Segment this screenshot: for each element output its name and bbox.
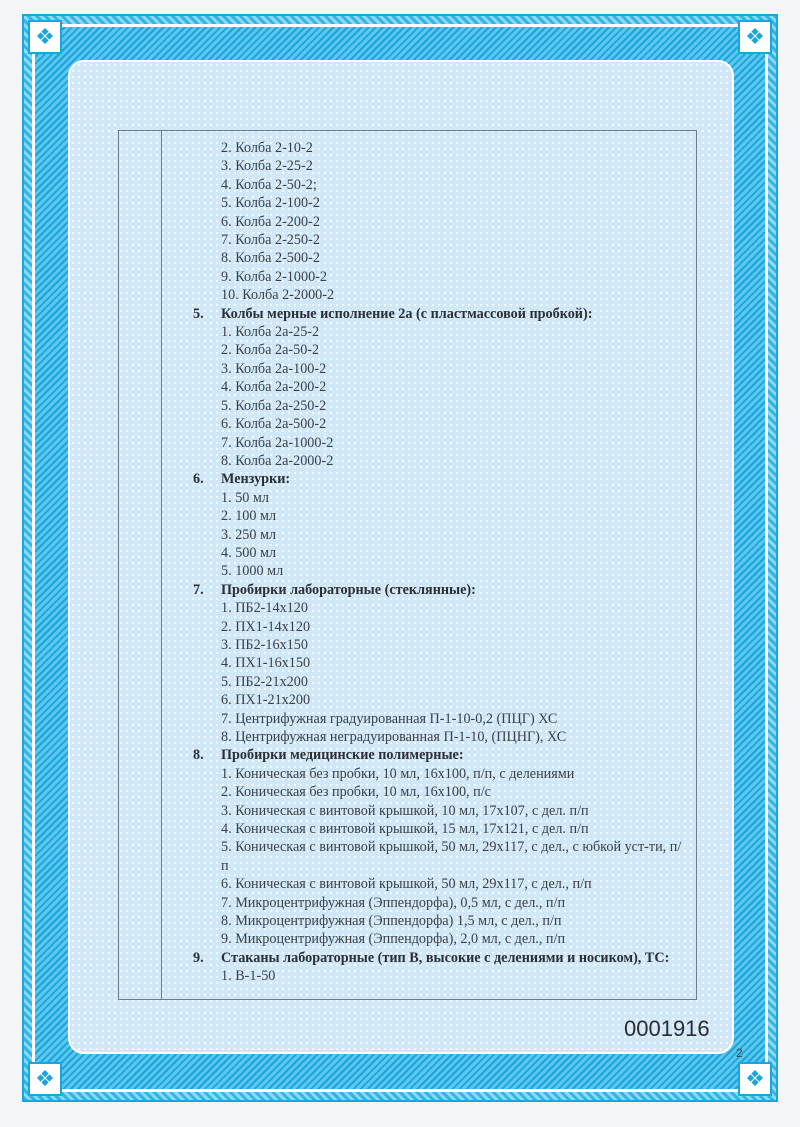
list-item: 1. 50 мл xyxy=(221,489,269,506)
list-item: 10. Колба 2-2000-2 xyxy=(221,287,335,304)
page-number: 2 xyxy=(736,1046,743,1060)
section-number: 6. xyxy=(193,471,204,488)
section-number: 8. xyxy=(193,747,204,764)
list-item: 8. Колба 2-500-2 xyxy=(221,250,320,267)
list-item: 6. Коническая с винтовой крышкой, 50 мл, 29х117, с дел., п/п xyxy=(221,876,592,893)
list-item: 5. Коническая с винтовой крышкой, 50 мл, 29х117, с дел., с юбкой уст-ти, п/п xyxy=(221,839,682,874)
list-item: 7. Центрифужная градуированная П-1-10-0,2 (ПЦГ) ХС xyxy=(221,710,558,727)
list-item: 8. Колба 2а-2000-2 xyxy=(221,452,334,469)
list-item: 4. Колба 2а-200-2 xyxy=(221,379,327,396)
section-heading xyxy=(193,470,688,488)
section-heading xyxy=(193,949,688,967)
section-title: Пробирки лабораторные (стеклянные): xyxy=(221,581,476,598)
list-item: 2. Колба 2-10-2 xyxy=(221,140,313,156)
item-list xyxy=(193,139,688,986)
list-item: 7. Колба 2-250-2 xyxy=(221,232,320,249)
section-heading xyxy=(193,746,688,764)
list-item: 3. Колба 2а-100-2 xyxy=(221,360,327,377)
list-item: 6. ПХ1-21х200 xyxy=(221,692,311,709)
list-item: 9. Микроцентрифужная (Эппендорфа), 2,0 мл, с дел., п/п xyxy=(221,931,566,948)
list-item: 6. Колба 2-200-2 xyxy=(221,213,320,230)
list-item: 5. Колба 2-100-2 xyxy=(221,195,320,212)
section-title: Пробирки медицинские полимерные: xyxy=(221,747,464,764)
list-item: 5. 1000 мл xyxy=(221,563,284,580)
list-item: 4. Коническая с винтовой крышкой, 15 мл, 17х121, с дел. п/п xyxy=(221,821,589,838)
list-item: 7. Колба 2а-1000-2 xyxy=(221,434,334,451)
list-item: 7. Микроцентрифужная (Эппендорфа), 0,5 мл, с дел., п/п xyxy=(221,894,566,911)
serial-number: 0001916 xyxy=(624,1016,710,1041)
content-table xyxy=(118,130,697,1000)
list-item: 4. ПХ1-16х150 xyxy=(221,655,311,672)
list-item: 3. Коническая с винтовой крышкой, 10 мл, 17х107, с дел. п/п xyxy=(221,802,589,819)
ornament-icon: ❖ xyxy=(28,20,62,54)
section-number: 9. xyxy=(193,949,204,966)
ornament-icon: ❖ xyxy=(28,1062,62,1096)
section-title: Мензурки: xyxy=(221,471,291,488)
section-title: Стаканы лабораторные (тип В, высокие с делениями и носиком), ТС: xyxy=(221,949,670,966)
ornament-icon: ❖ xyxy=(738,1062,772,1096)
list-item: 5. ПБ2-21х200 xyxy=(221,673,308,690)
list-item: 6. Колба 2а-500-2 xyxy=(221,416,327,433)
list-item: 3. ПБ2-16х150 xyxy=(221,636,308,653)
list-item: 1. ПБ2-14х120 xyxy=(221,600,308,617)
list-item: 1. Коническая без пробки, 10 мл, 16х100, п/п, с делениями xyxy=(221,765,575,782)
section-heading xyxy=(193,305,688,323)
list-item: 5. Колба 2а-250-2 xyxy=(221,397,327,414)
list-item: 3. Колба 2-25-2 xyxy=(221,158,313,175)
list-item: 2. ПХ1-14х120 xyxy=(221,618,311,635)
list-item: 1. В-1-50 xyxy=(221,968,276,985)
section-number: 5. xyxy=(193,305,204,322)
section-title: Колбы мерные исполнение 2а (с пластмассовой пробкой): xyxy=(221,305,593,322)
list-item: 3. 250 мл xyxy=(221,526,277,543)
list-item: 4. 500 мл xyxy=(221,544,277,561)
section-number: 7. xyxy=(193,581,204,598)
list-item: 2. 100 мл xyxy=(221,508,277,525)
column-divider xyxy=(161,131,162,999)
list-item: 8. Микроцентрифужная (Эппендорфа) 1,5 мл, с дел., п/п xyxy=(221,913,562,930)
list-item: 8. Центрифужная неградуированная П-1-10, (ПЦНГ), ХС xyxy=(221,729,567,745)
list-item: 2. Коническая без пробки, 10 мл, 16х100, п/с xyxy=(221,784,491,801)
list-item: 9. Колба 2-1000-2 xyxy=(221,268,328,285)
ornament-icon: ❖ xyxy=(738,20,772,54)
section-heading xyxy=(193,581,688,599)
list-item: 2. Колба 2а-50-2 xyxy=(221,342,320,359)
list-item: 1. Колба 2а-25-2 xyxy=(221,324,320,341)
list-item: 4. Колба 2-50-2; xyxy=(221,176,317,193)
